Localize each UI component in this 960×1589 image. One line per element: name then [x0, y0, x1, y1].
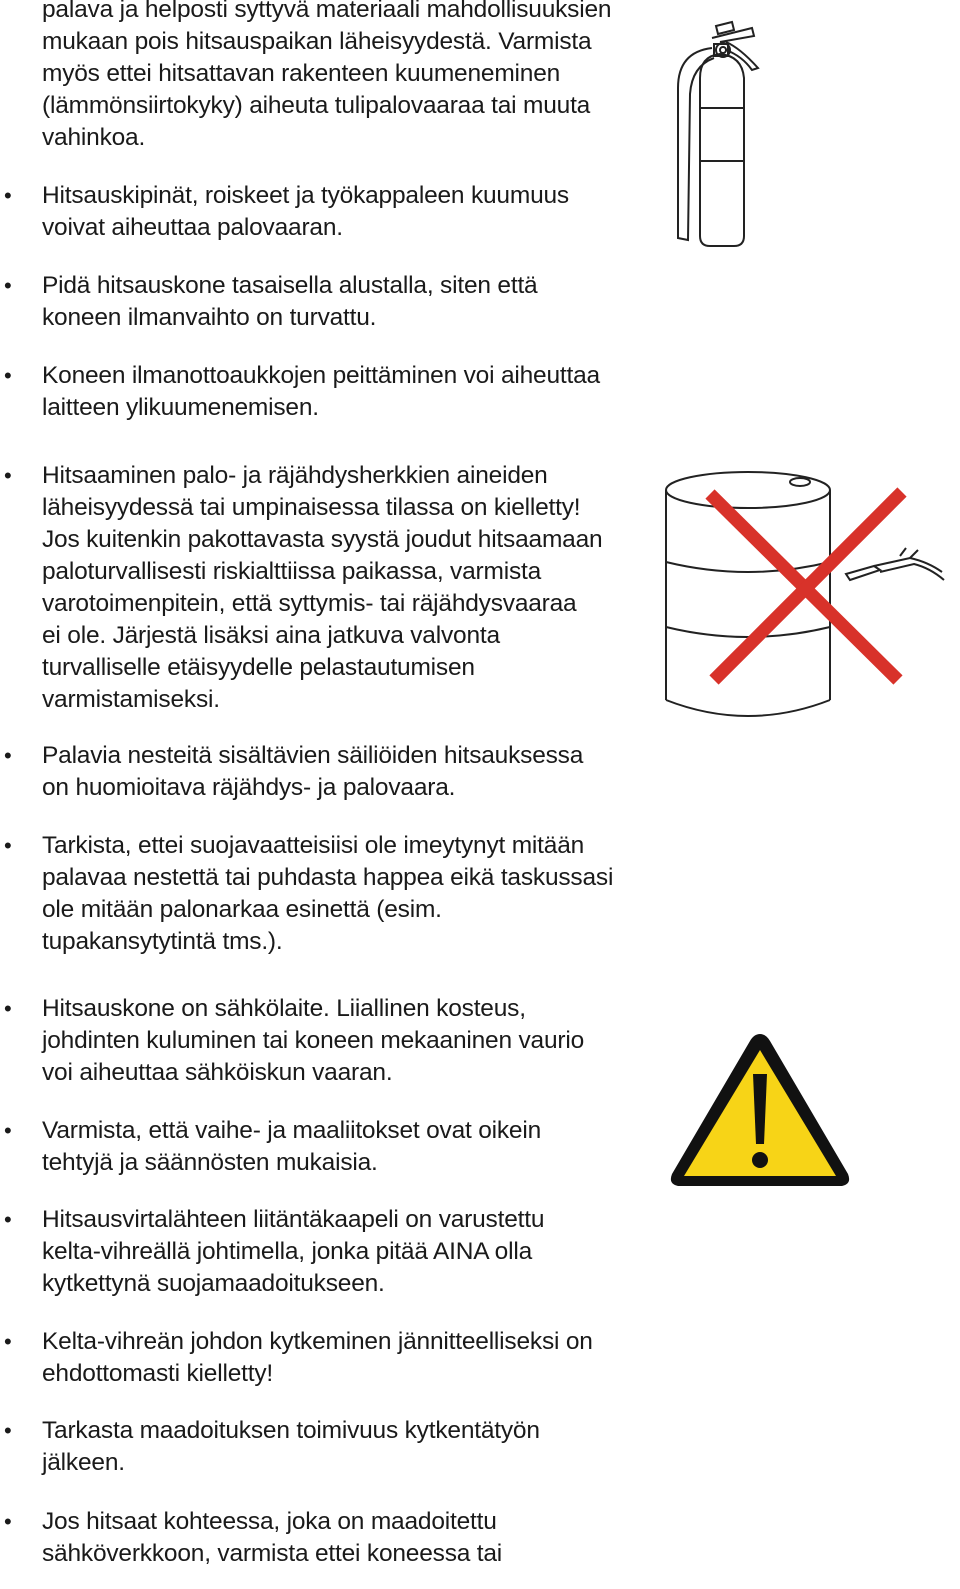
bullet-marker: • [4, 463, 12, 488]
text-line: Jos kuitenkin pakottavasta syystä joudut hitsaamaan [42, 526, 603, 553]
prohibited-barrel-welding-icon [660, 462, 950, 722]
text-line: ehdottomasti kielletty! [42, 1360, 273, 1387]
fire-extinguisher-icon [660, 8, 790, 253]
text-line: (lämmönsiirtokyky) aiheuta tulipalovaaraa tai muuta [42, 92, 591, 119]
text-line: Hitsaaminen palo- ja räjähdysherkkien aineiden [42, 462, 548, 489]
bullet-marker: • [4, 996, 12, 1021]
text-line: sähköverkkoon, varmista ettei koneessa tai [42, 1540, 503, 1567]
text-line: palava ja helposti syttyvä materiaali mahdollisuuksien [42, 0, 612, 23]
warning-triangle-icon [664, 1026, 856, 1194]
text-line: Palavia nesteitä sisältävien säiliöiden hitsauksessa [42, 742, 584, 769]
text-line: tehtyjä ja säännösten mukaisia. [42, 1149, 378, 1176]
text-line: Tarkasta maadoituksen toimivuus kytkentätyön [42, 1417, 540, 1444]
bullet-marker: • [4, 1329, 12, 1354]
bullet-marker: • [4, 363, 12, 388]
text-line: Hitsausvirtalähteen liitäntäkaapeli on varustettu [42, 1206, 545, 1233]
text-line: palavaa nestettä tai puhdasta happea eikä taskussasi [42, 864, 614, 891]
bullet-marker: • [4, 183, 12, 208]
bullet-marker: • [4, 743, 12, 768]
text-line: myös ettei hitsattavan rakenteen kuumeneminen [42, 60, 561, 87]
text-line: läheisyydessä tai umpinaisessa tilassa on kielletty! [42, 494, 581, 521]
text-line: kytkettynä suojamaadoitukseen. [42, 1270, 385, 1297]
text-line: Varmista, että vaihe- ja maaliitokset ovat oikein [42, 1117, 542, 1144]
text-line: turvalliselle etäisyydelle pelastautumisen [42, 654, 475, 681]
bullet-marker: • [4, 273, 12, 298]
text-line: Jos hitsaat kohteessa, joka on maadoitettu [42, 1508, 497, 1535]
text-line: mukaan pois hitsauspaikan läheisyydestä. Varmista [42, 28, 592, 55]
text-line: paloturvallisesti riskialttiissa paikassa, varmista [42, 558, 542, 585]
text-line: voivat aiheuttaa palovaaran. [42, 214, 343, 241]
bullet-marker: • [4, 1118, 12, 1143]
bullet-marker: • [4, 833, 12, 858]
text-line: Koneen ilmanottoaukkojen peittäminen voi aiheuttaa [42, 362, 600, 389]
text-line: ei ole. Järjestä lisäksi aina jatkuva valvonta [42, 622, 500, 649]
text-line: varmistamiseksi. [42, 686, 220, 713]
text-line: kelta-vihreällä johtimella, jonka pitää AINA olla [42, 1238, 532, 1265]
text-line: Hitsauskipinät, roiskeet ja työkappaleen kuumuus [42, 182, 569, 209]
text-line: tupakansytytintä tms.). [42, 928, 283, 955]
text-line: jälkeen. [42, 1449, 125, 1476]
text-line: Tarkista, ettei suojavaatteisiisi ole imeytynyt mitään [42, 832, 585, 859]
text-line: Pidä hitsauskone tasaisella alustalla, siten että [42, 272, 538, 299]
text-line: voi aiheuttaa sähköiskun vaaran. [42, 1059, 393, 1086]
text-line: varotoimenpitein, että syttymis- tai räjähdysvaaraa [42, 590, 577, 617]
text-line: koneen ilmanvaihto on turvattu. [42, 304, 377, 331]
bullet-marker: • [4, 1509, 12, 1534]
bullet-marker: • [4, 1418, 12, 1443]
text-line: Kelta-vihreän johdon kytkeminen jännitteelliseksi on [42, 1328, 593, 1355]
text-line: ole mitään palonarkaa esinettä (esim. [42, 896, 442, 923]
bullet-marker: • [4, 1207, 12, 1232]
text-line: vahinkoa. [42, 124, 146, 151]
text-line: Hitsauskone on sähkölaite. Liiallinen kosteus, [42, 995, 526, 1022]
text-line: johdinten kuluminen tai koneen mekaaninen vaurio [42, 1027, 585, 1054]
text-line: on huomioitava räjähdys- ja palovaara. [42, 774, 456, 801]
text-line: laitteen ylikuumenemisen. [42, 394, 319, 421]
